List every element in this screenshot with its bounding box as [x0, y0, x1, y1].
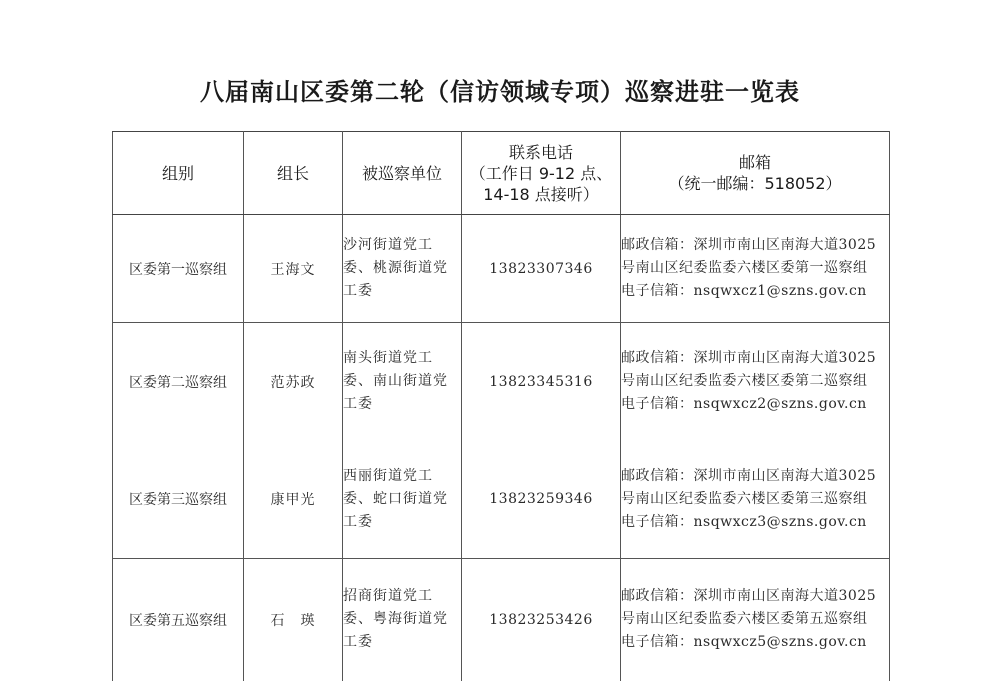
group-cell: 区委第五巡察组	[113, 559, 244, 681]
phone-cell: 13823307346	[462, 215, 621, 323]
table-header-row	[113, 132, 890, 215]
postal-address-line: 邮政信箱：深圳市南山区南海大道3025号南山区纪委监委六楼区委第三巡察组	[621, 467, 877, 507]
postal-address-line: 邮政信箱：深圳市南山区南海大道3025号南山区纪委监委六楼区委第五巡察组	[621, 588, 877, 628]
header-mail-line: （统一邮编：518052）	[668, 174, 842, 193]
leader-cell: 康甲光	[244, 441, 343, 559]
header-phone-line: （工作日 9-12 点、	[469, 163, 613, 183]
leader-cell: 石 瑛	[244, 559, 343, 681]
phone-cell: 13823345316	[462, 323, 621, 441]
phone-cell: 13823253426	[462, 559, 621, 681]
page-title: 八届南山区委第二轮（信访领域专项）巡察进驻一览表	[200, 78, 800, 106]
header-phone-line: 14-18 点接听）	[483, 184, 599, 204]
group-cell: 区委第三巡察组	[113, 441, 244, 559]
group-cell: 区委第一巡察组	[113, 215, 244, 323]
leader-cell: 范苏政	[244, 323, 343, 441]
header-mail	[621, 132, 890, 215]
mail-cell	[621, 441, 890, 559]
header-leader: 组长	[244, 132, 343, 215]
group-cell: 区委第二巡察组	[113, 323, 244, 441]
table-row	[113, 559, 890, 681]
email-address-line: 电子信箱：nsqwxcz3@szns.gov.cn	[621, 513, 867, 530]
inspection-table	[112, 131, 890, 681]
table-row	[113, 441, 890, 559]
header-phone	[462, 132, 621, 215]
email-address-line: 电子信箱：nsqwxcz1@szns.gov.cn	[621, 283, 867, 299]
email-address-line: 电子信箱：nsqwxcz5@szns.gov.cn	[621, 634, 867, 651]
units-cell: 西丽街道党工委、蛇口街道党工委	[343, 441, 462, 559]
postal-address-line: 邮政信箱：深圳市南山区南海大道3025号南山区纪委监委六楼区委第二巡察组	[621, 350, 877, 390]
header-mail-line: 邮箱	[738, 153, 771, 172]
units-cell: 沙河街道党工委、桃源街道党工委	[343, 215, 462, 323]
units-cell: 招商街道党工委、粤海街道党工委	[343, 559, 462, 681]
mail-cell	[621, 215, 890, 323]
leader-cell: 王海文	[244, 215, 343, 323]
header-units: 被巡察单位	[343, 132, 462, 215]
header-phone-line: 联系电话	[508, 142, 573, 162]
phone-cell: 13823259346	[462, 441, 621, 559]
table-row	[113, 215, 890, 323]
header-group: 组别	[113, 132, 244, 215]
mail-cell	[621, 559, 890, 681]
email-address-line: 电子信箱：nsqwxcz2@szns.gov.cn	[621, 396, 867, 413]
postal-address-line: 邮政信箱：深圳市南山区南海大道3025号南山区纪委监委六楼区委第一巡察组	[621, 237, 877, 276]
mail-cell	[621, 323, 890, 441]
units-cell: 南头街道党工委、南山街道党工委	[343, 323, 462, 441]
table-row	[113, 323, 890, 441]
